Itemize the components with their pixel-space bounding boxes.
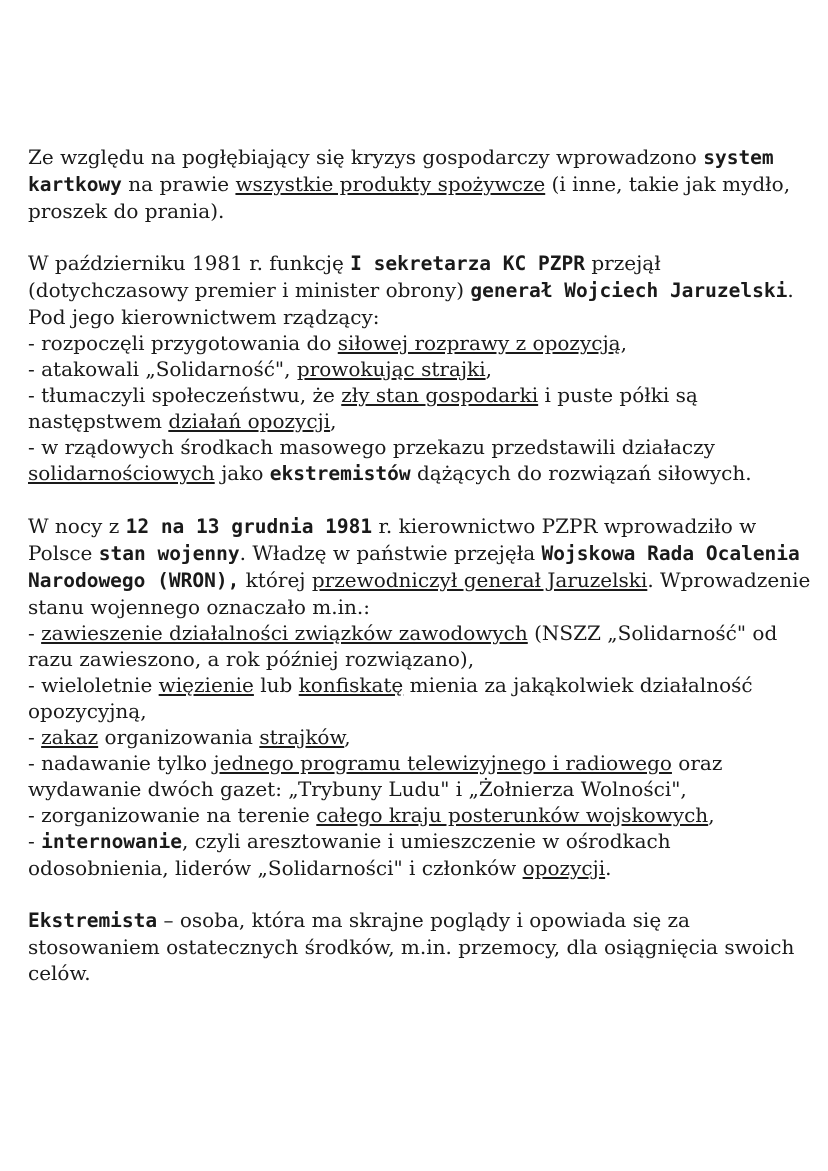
- bold-term: I sekretarza KC PZPR: [350, 252, 585, 275]
- text: lub: [253, 673, 299, 697]
- underlined-term: jednego programu telewizyjnego i radiowego: [213, 751, 672, 775]
- text: Ze względu na pogłębiający się kryzys gospodarczy wprowadzono: [28, 145, 704, 169]
- text: - atakowali „Solidarność",: [28, 357, 297, 381]
- paragraph-spacer: [28, 881, 813, 907]
- paragraph-martial-law: [28, 513, 813, 620]
- list-item: [28, 356, 813, 382]
- list-item: [28, 802, 813, 828]
- bold-term: generał Wojciech Jaruzelski: [470, 279, 788, 302]
- text: -: [28, 829, 42, 853]
- underlined-term: zły stan gospodarki: [341, 383, 539, 407]
- definition-text: – osoba, która ma skrajne poglądy i opowiada się za stosowaniem ostatecznych środków, m.in. przemocy, dla osiągnięcia swoich celów.: [28, 908, 795, 985]
- text: W nocy z: [28, 514, 126, 538]
- text: ,: [344, 725, 351, 749]
- list-item: [28, 672, 813, 724]
- underlined-term: solidarnościowych: [28, 461, 215, 485]
- text: W październiku 1981 r. funkcję: [28, 251, 351, 275]
- bold-term: internowanie: [41, 830, 183, 853]
- text: - tłumaczyli społeczeństwu, że: [28, 383, 342, 407]
- text: (NSZZ „Solidarność" od razu zawieszono, a rok później rozwiązano),: [28, 621, 778, 671]
- list-item: [28, 828, 813, 881]
- text: ,: [485, 357, 492, 381]
- text: ,: [708, 803, 715, 827]
- underlined-term: przewodniczył generał Jaruzelski: [311, 568, 648, 592]
- text: . Władzę w państwie przejęła: [239, 541, 542, 565]
- paragraph-rationing: [28, 144, 813, 224]
- underlined-term: działań opozycji: [168, 409, 331, 433]
- underlined-term: zawieszenie działalności związków zawodowych: [41, 621, 528, 645]
- underlined-term: strajków: [259, 725, 345, 749]
- underlined-term: wszystkie produkty spożywcze: [235, 172, 546, 196]
- text: oraz wydawanie dwóch gazet: „Trybuny Ludu" i „Żołnierza Wolności",: [28, 751, 723, 801]
- paragraph-definition: [28, 907, 813, 986]
- text: . Wprowadzenie stanu wojennego oznaczało m.in.:: [28, 568, 811, 619]
- text: na prawie: [121, 172, 236, 196]
- text: której: [239, 568, 312, 592]
- underlined-term: prowokując strajki: [296, 357, 486, 381]
- text: -: [28, 621, 42, 645]
- text: r. kierownictwo PZPR wprowadziło w Polsce: [28, 514, 757, 565]
- underlined-term: konfiskatę: [298, 673, 404, 697]
- text: , czyli aresztowanie i umieszczenie w ośrodkach odosobnienia, liderów „Solidarności" i członków: [28, 829, 671, 880]
- bold-term: Wojskowa Rada Ocalenia Narodowego (WRON),: [28, 542, 800, 592]
- bold-term: system kartkowy: [28, 146, 774, 196]
- text: mienia za jakąkolwiek działalność opozycyjną,: [28, 673, 753, 723]
- text: jako: [214, 461, 270, 485]
- text: organizowania: [98, 725, 260, 749]
- text: - rozpoczęli przygotowania do: [28, 331, 338, 355]
- text: ,: [620, 331, 627, 355]
- underlined-term: zakaz: [41, 725, 99, 749]
- underlined-term: siłowej rozprawy z opozycją: [337, 331, 621, 355]
- text: - zorganizowanie na terenie: [28, 803, 317, 827]
- text: - w rządowych środkach masowego przekazu przedstawili działaczy: [28, 435, 715, 459]
- list-item: [28, 750, 813, 802]
- bold-term: ekstremistów: [269, 462, 411, 485]
- text: . Pod jego kierownictwem rządzący:: [28, 278, 794, 329]
- paragraph-jaruzelski: [28, 250, 813, 330]
- list-item: [28, 434, 813, 487]
- text: przejął (dotychczasowy premier i minister obrony): [28, 251, 661, 302]
- list-item: [28, 330, 813, 356]
- underlined-term: całego kraju posterunków wojskowych: [316, 803, 709, 827]
- text: (i inne, takie jak mydło, proszek do prania).: [28, 172, 791, 223]
- text: -: [28, 725, 42, 749]
- list-item: [28, 382, 813, 434]
- bold-term: stan wojenny: [98, 542, 240, 565]
- text: i puste półki są następstwem: [28, 383, 698, 433]
- text: - wieloletnie: [28, 673, 159, 697]
- document-body: [28, 144, 813, 986]
- list-item: [28, 724, 813, 750]
- list-item: [28, 620, 813, 672]
- text: - nadawanie tylko: [28, 751, 214, 775]
- text: dążących do rozwiązań siłowych.: [410, 461, 752, 485]
- bold-term: 12 na 13 grudnia 1981: [125, 515, 373, 538]
- underlined-term: opozycji: [522, 856, 606, 880]
- definition-term: Ekstremista: [28, 909, 158, 932]
- underlined-term: więzienie: [158, 673, 254, 697]
- text: ,: [330, 409, 337, 433]
- text: .: [605, 856, 612, 880]
- paragraph-spacer: [28, 224, 813, 250]
- paragraph-spacer: [28, 487, 813, 513]
